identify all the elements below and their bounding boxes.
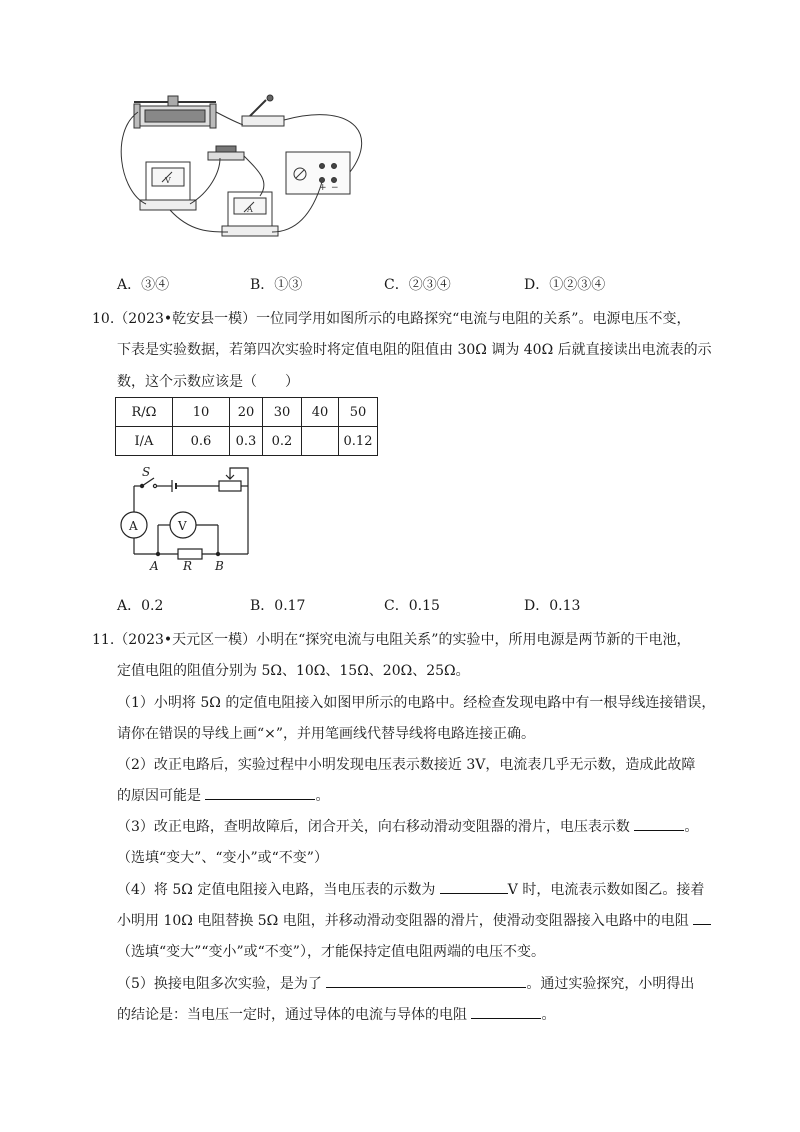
table-cell: 0.12 <box>339 427 378 456</box>
table-cell: 0.3 <box>230 427 263 456</box>
answer-blank[interactable] <box>471 1006 541 1019</box>
table-cell <box>302 427 339 456</box>
table-cell: 30 <box>263 398 302 427</box>
q11-part2-line-1: （2）改正电路后，实验过程中小明发现电压表示数接近 3V，电流表几乎无示数，造成此故障 <box>117 757 696 773</box>
answer-blank[interactable] <box>693 912 711 925</box>
q11-part5-line-2: 的结论是：当电压一定时，通过导体的电流与导体的电阻 。 <box>117 1007 556 1023</box>
q10-option-d[interactable]: D．0.13 <box>524 598 581 614</box>
table-cell: 40 <box>302 398 339 427</box>
table-cell: R/Ω <box>116 398 173 427</box>
apparatus-figure <box>110 92 390 244</box>
table-cell: 10 <box>173 398 230 427</box>
q10-line-2: 下表是实验数据，若第四次实验时将定值电阻的阻值由 30Ω 调为 40Ω 后就直接读出电流表的示 <box>117 342 712 358</box>
q10-option-c[interactable]: C．0.15 <box>384 598 440 614</box>
q9-option-b[interactable]: B．①③ <box>250 277 303 293</box>
q9-option-d[interactable]: D．①②③④ <box>524 277 606 293</box>
resistor-symbol <box>178 549 202 559</box>
table-cell: 0.6 <box>173 427 230 456</box>
point-a-label: A <box>150 559 159 573</box>
q11-line-1: 11.（2023•天元区一模）小明在“探究电流与电阻关系”的实验中，所用电源是两节新的干电池， <box>92 632 691 648</box>
table-cell: I/A <box>116 427 173 456</box>
table-row-r <box>116 398 378 427</box>
q9-option-c[interactable]: C．②③④ <box>384 277 451 293</box>
point-b-label: B <box>215 559 224 573</box>
voltmeter-symbol-label: V <box>178 519 187 533</box>
q11-part3-line-1: （3）改正电路，查明故障后，闭合开关，向右移动滑动变阻器的滑片，电压表示数 。 <box>117 819 699 835</box>
q10-line-1: 10.（2023•乾安县一模）一位同学用如图所示的电路探究“电流与电阻的关系”。电源电压不变， <box>92 311 691 327</box>
q11-part4-line-1: （4）将 5Ω 定值电阻接入电路，当电压表的示数为 V 时，电流表示数如图乙。接着 <box>117 882 705 898</box>
q10-option-a[interactable]: A．0.2 <box>117 598 164 614</box>
q10-circuit-diagram <box>112 462 262 574</box>
psu-minus-label: − <box>331 183 339 193</box>
q11-part5-line-1: （5）换接电阻多次实验，是为了 。通过实验探究，小明得出 <box>117 976 695 992</box>
psu-plus-label: + <box>319 183 327 193</box>
q11-number: 11. <box>92 632 115 648</box>
resistor-label: R <box>183 559 193 573</box>
resistor-board <box>208 152 244 160</box>
power-supply <box>286 152 350 194</box>
table-cell: 50 <box>339 398 378 427</box>
q11-part1-line-2: 请你在错误的导线上画“×”，并用笔画线代替导线将电路连接正确。 <box>117 726 536 742</box>
table-cell: 20 <box>230 398 263 427</box>
voltmeter-label: V <box>165 176 171 185</box>
knife-switch <box>242 116 284 126</box>
answer-blank[interactable] <box>634 818 684 831</box>
q10-line-3: 数，这个示数应该是（ ） <box>117 374 299 390</box>
table-cell: 0.2 <box>263 427 302 456</box>
q10-number: 10. <box>92 311 115 327</box>
ammeter-label: A <box>247 205 253 214</box>
q10-data-table <box>115 397 378 456</box>
q9-option-a[interactable]: A．③④ <box>117 277 170 293</box>
q11-part1-line-1: （1）小明将 5Ω 的定值电阻接入如图甲所示的电路中。经检查发现电路中有一根导线连接错误， <box>117 695 716 711</box>
q11-line-2: 定值电阻的阻值分别为 5Ω、10Ω、15Ω、20Ω、25Ω。 <box>117 663 470 679</box>
q11-part2-line-2: 的原因可能是 。 <box>117 788 330 804</box>
table-row-i <box>116 427 378 456</box>
rheostat-symbol <box>219 481 241 491</box>
q11-part4-line-2: 小明用 10Ω 电阻替换 5Ω 电阻，并移动滑动变阻器的滑片，使滑动变阻器接入电路中的电阻 <box>117 912 711 930</box>
answer-blank[interactable] <box>205 787 315 800</box>
q10-option-b[interactable]: B．0.17 <box>250 598 306 614</box>
answer-blank[interactable] <box>326 975 526 988</box>
ammeter-symbol-label: A <box>129 519 138 533</box>
answer-blank[interactable] <box>440 881 508 894</box>
q11-part3-line-2: （选填“变大”、“变小”或“不变”） <box>117 850 328 866</box>
q11-part4-line-3: （选填“变大”“变小”或“不变”），才能保持定值电阻两端的电压不变。 <box>117 944 545 960</box>
switch-label: S <box>142 465 151 479</box>
